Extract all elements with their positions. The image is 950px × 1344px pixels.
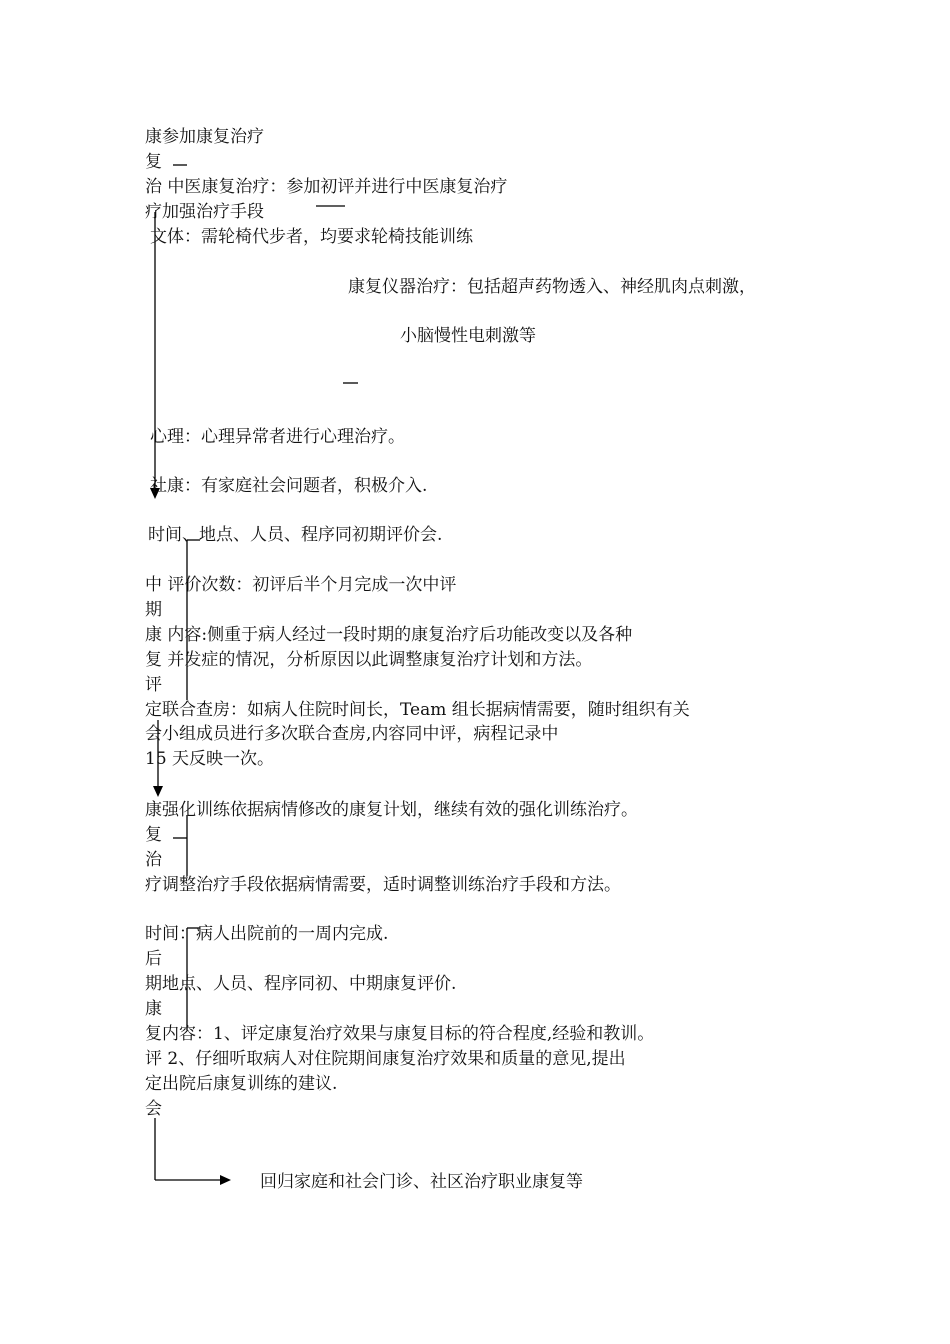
- text-line: 评: [145, 675, 162, 695]
- text-line: 心理：心理异常者进行心理治疗。: [150, 427, 405, 447]
- text-line: 康 内容:侧重于病人经过一段时期的康复治疗后功能改变以及各种: [145, 625, 633, 645]
- text-line: 疗加强治疗手段: [145, 202, 264, 222]
- text-line: 文体：需轮椅代步者，均要求轮椅技能训练: [150, 227, 473, 247]
- text-line: 后: [145, 949, 162, 969]
- text-line: 治 中医康复治疗：参加初评并进行中医康复治疗: [145, 177, 508, 197]
- text-line: 治: [145, 850, 162, 870]
- text-line: 会: [145, 1099, 162, 1119]
- text-line: 定出院后康复训练的建议.: [145, 1074, 338, 1094]
- text-line: 时间：病人出院前的一周内完成.: [145, 924, 389, 944]
- arrow-head-2: [153, 786, 163, 797]
- text-line: 会小组成员进行多次联合查房,内容同中评，病程记录中: [145, 724, 559, 744]
- text-line: 康: [145, 999, 162, 1019]
- text-line: 期: [145, 600, 162, 620]
- text-line: 复: [145, 825, 162, 845]
- arrow-head-3: [220, 1175, 231, 1185]
- text-line: 复: [145, 152, 162, 172]
- text-line: 复 并发症的情况，分析原因以此调整康复治疗计划和方法。: [145, 650, 593, 670]
- text-line: 回归家庭和社会门诊、社区治疗职业康复等: [260, 1172, 583, 1192]
- text-line: 复内容：1、评定康复治疗效果与康复目标的符合程度,经验和教训。: [145, 1024, 655, 1044]
- text-line: 期地点、人员、程序同初、中期康复评价.: [145, 974, 457, 994]
- text-line: 定联合查房：如病人住院时间长，Team 组长据病情需要，随时组织有关: [145, 700, 690, 720]
- text-line: 康强化训练依据病情修改的康复计划，继续有效的强化训练治疗。: [145, 800, 638, 820]
- text-line: 中 评价次数：初评后半个月完成一次中评: [145, 575, 457, 595]
- text-line: 时间、地点、人员、程序同初期评价会.: [148, 525, 443, 545]
- text-line: 小脑慢性电刺激等: [400, 326, 536, 346]
- text-line: 疗调整治疗手段依据病情需要，适时调整训练治疗手段和方法。: [145, 875, 621, 895]
- text-line: 社康：有家庭社会问题者，积极介入.: [150, 476, 428, 496]
- text-line: 评 2、仔细听取病人对住院期间康复治疗效果和质量的意见,提出: [145, 1049, 626, 1069]
- text-line: 15 天反映一次。: [145, 749, 275, 769]
- text-line: 康复仪器治疗：包括超声药物透入、神经肌肉点刺激，: [348, 277, 756, 297]
- text-line: 康参加康复治疗: [145, 127, 264, 147]
